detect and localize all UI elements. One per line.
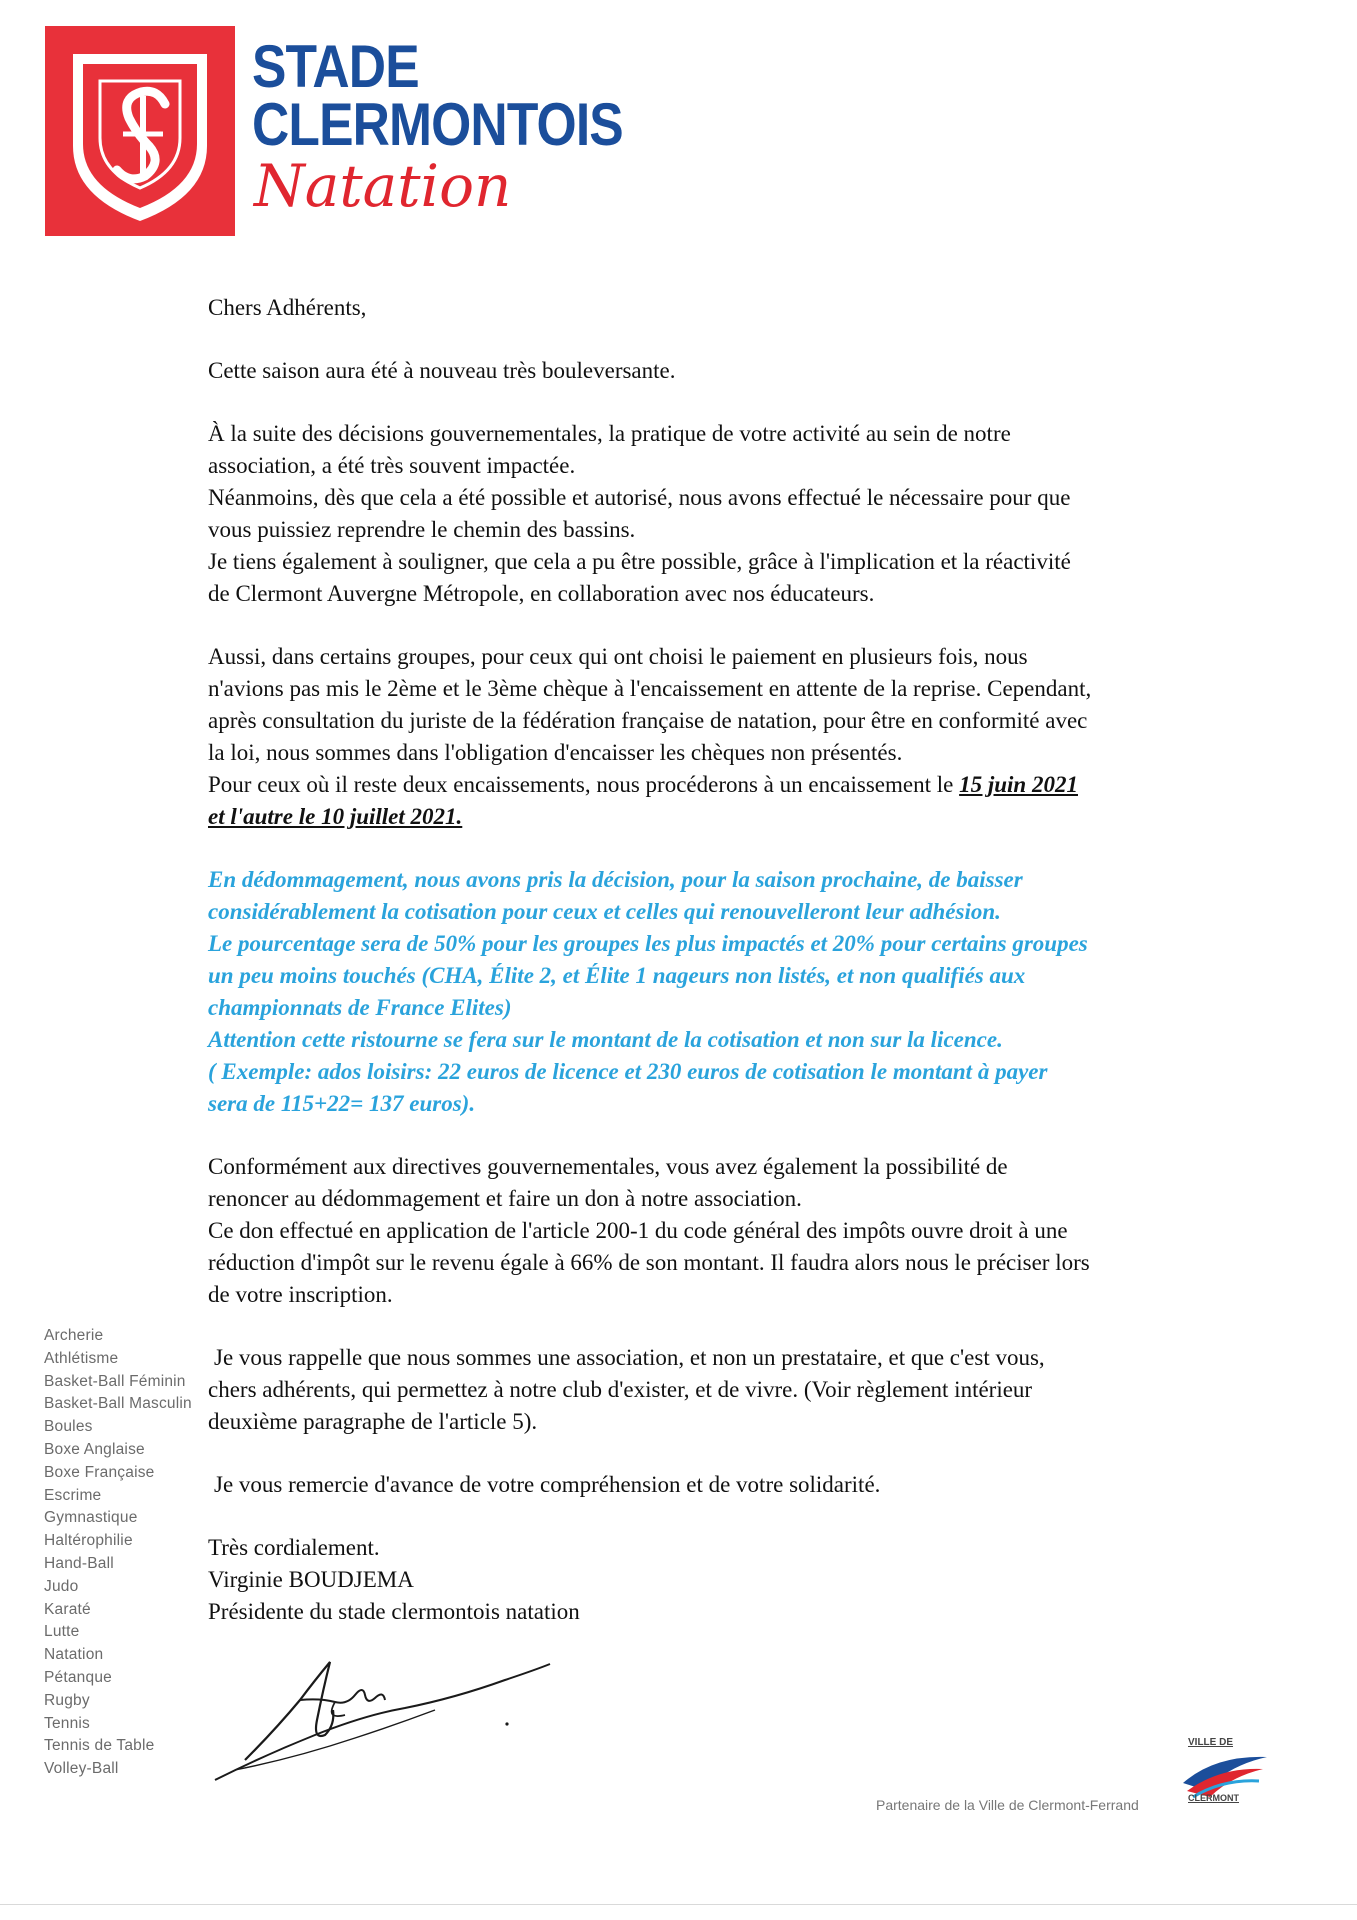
payment-text: Pour ceux où il reste deux encaissements, nous procéderons à un encaissement le	[208, 772, 960, 797]
sport-item: Tennis de Table	[44, 1737, 155, 1755]
bottom-divider	[0, 1904, 1357, 1905]
sport-item: Basket-Ball Masculin	[44, 1395, 192, 1413]
text-line: association, a été très souvent impactée.	[208, 453, 576, 478]
club-logo	[45, 26, 235, 236]
payment-date-2: et l'autre le 10 juillet 2021.	[208, 804, 463, 829]
text-line: la loi, nous sommes dans l'obligation d'encaisser les chèques non présentés.	[208, 740, 903, 765]
text-line: Je tiens également à souligner, que cela a pu être possible, grâce à l'implication et la réactivité	[208, 549, 1071, 574]
city-logo-top: VILLE DE	[1188, 1737, 1234, 1748]
city-logo-bottom: CLERMONT	[1188, 1793, 1239, 1803]
payment-date-1: 15 juin 2021	[959, 772, 1078, 797]
compensation-paragraph	[208, 864, 1258, 1120]
text-line: Ce don effectué en application de l'article 200-1 du code général des impôts ouvre droit à une	[208, 1218, 1068, 1243]
partner-text: Partenaire de la Ville de Clermont-Ferrand	[876, 1797, 1139, 1813]
sport-item: Natation	[44, 1646, 104, 1664]
salutation: Chers Adhérents,	[208, 295, 367, 320]
text-line: n'avions pas mis le 2ème et le 3ème chèque à l'encaissement en attente de la reprise. Cependant,	[208, 676, 1092, 701]
text-line: renoncer au dédommagement et faire un don à notre association.	[208, 1186, 802, 1211]
text-line	[208, 769, 1258, 801]
text-line: En dédommagement, nous avons pris la décision, pour la saison prochaine, de baisser	[208, 867, 1023, 892]
signer-name: Virginie BOUDJEMA	[208, 1567, 414, 1592]
paragraph-3	[208, 641, 1258, 833]
sport-item: Tennis	[44, 1714, 91, 1732]
text-line: vous puissiez reprendre le chemin des bassins.	[208, 517, 636, 542]
sport-item: Karaté	[44, 1600, 91, 1618]
paragraph-5	[208, 1151, 1258, 1311]
text-line: sera de 115+22= 137 euros).	[208, 1091, 476, 1116]
sport-item: Lutte	[44, 1623, 80, 1641]
sport-item: Judo	[44, 1577, 79, 1595]
handwritten-signature	[205, 1640, 565, 1790]
sport-item: Haltérophilie	[44, 1532, 133, 1550]
paragraph-7: Je vous remercie d'avance de votre compréhension et de votre solidarité.	[214, 1472, 881, 1497]
text-line: À la suite des décisions gouvernementales, la pratique de votre activité au sein de notre	[208, 421, 1011, 446]
text-line: ( Exemple: ados loisirs: 22 euros de licence et 230 euros de cotisation le montant à payer	[208, 1059, 1048, 1084]
text-line: Aussi, dans certains groupes, pour ceux qui ont choisi le paiement en plusieurs fois, nous	[208, 644, 1028, 669]
sport-item: Basket-Ball Féminin	[44, 1372, 186, 1390]
sport-item: Hand-Ball	[44, 1554, 114, 1572]
signer-title: Présidente du stade clermontois natation	[208, 1599, 580, 1624]
text-line: Je vous rappelle que nous sommes une association, et non un prestataire, et que c'est vous,	[214, 1345, 1045, 1370]
text-line: de votre inscription.	[208, 1282, 393, 1307]
sport-item: Boules	[44, 1418, 93, 1436]
text-line: après consultation du juriste de la fédération française de natation, pour être en conformité avec	[208, 708, 1088, 733]
sport-item: Pétanque	[44, 1668, 112, 1686]
closing-block	[208, 1532, 1258, 1628]
brand-line-1: STADE	[252, 33, 419, 100]
text-line: Conformément aux directives gouvernementales, vous avez également la possibilité de	[208, 1154, 1008, 1179]
sports-list	[44, 1325, 214, 1781]
text-line: Le pourcentage sera de 50% pour les groupes les plus impactés et 20% pour certains groupes	[208, 931, 1088, 956]
sport-item: Rugby	[44, 1691, 90, 1709]
sport-item: Archerie	[44, 1327, 104, 1344]
text-line: Attention cette ristourne se fera sur le montant de la cotisation et non sur la licence.	[208, 1027, 1003, 1052]
sport-item: Athlétisme	[44, 1349, 119, 1367]
text-line: réduction d'impôt sur le revenu égale à 66% de son montant. Il faudra alors nous le préciser lors	[208, 1250, 1090, 1275]
brand-line-2: CLERMONTOIS	[252, 91, 623, 158]
brand-wordmark	[252, 33, 683, 220]
sport-item: Gymnastique	[44, 1509, 138, 1527]
sport-item: Boxe Anglaise	[44, 1440, 145, 1458]
sport-item: Boxe Française	[44, 1463, 155, 1481]
paragraph-2	[208, 418, 1258, 610]
closing: Très cordialement.	[208, 1535, 380, 1560]
text-line: un peu moins touchés (CHA, Élite 2, et Élite 1 nageurs non listés, et non qualifiés aux	[208, 963, 1026, 988]
letter-body	[208, 292, 1258, 1628]
paragraph-1: Cette saison aura été à nouveau très bouleversante.	[208, 358, 676, 383]
brand-script: Natation	[254, 152, 512, 220]
sport-item: Escrime	[44, 1486, 102, 1504]
text-line: championnats de France Elites)	[208, 995, 512, 1020]
text-line: considérablement la cotisation pour ceux et celles qui renouvelleront leur adhésion.	[208, 899, 1001, 924]
sport-item: Volley-Ball	[44, 1760, 119, 1778]
club-shield-icon	[45, 26, 235, 236]
text-line: Néanmoins, dès que cela a été possible et autorisé, nous avons effectué le nécessaire pour que	[208, 485, 1071, 510]
paragraph-6	[208, 1342, 1258, 1438]
text-line: deuxième paragraphe de l'article 5).	[208, 1409, 538, 1434]
text-line: de Clermont Auvergne Métropole, en collaboration avec nos éducateurs.	[208, 581, 875, 606]
text-line: chers adhérents, qui permettez à notre club d'exister, et de vivre. (Voir règlement intérieur	[208, 1377, 1033, 1402]
